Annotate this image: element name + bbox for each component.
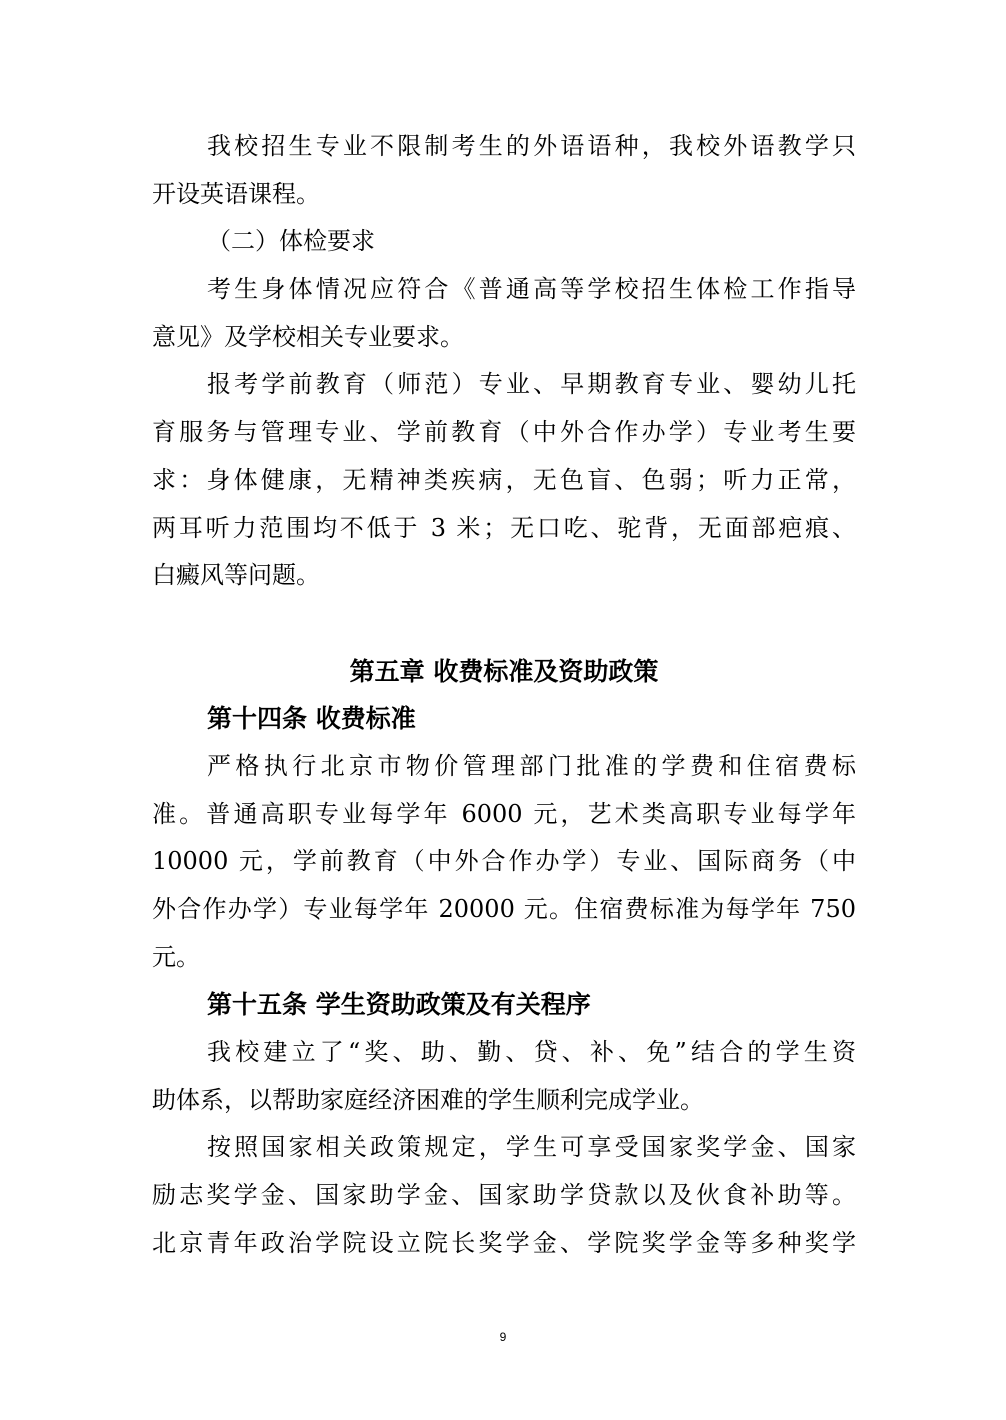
paragraph (152, 1124, 856, 1267)
paragraph-line: 两耳听力范围均不低于 3 米；无口吃、驼背，无面部疤痕、 (152, 513, 856, 542)
paragraph (152, 361, 856, 599)
paragraph-line: 我校招生专业不限制考生的外语语种，我校外语教学只 (207, 132, 856, 160)
paragraph-line: 励志奖学金、国家助学金、国家助学贷款以及伙食补助等。 (152, 1181, 856, 1210)
chapter-heading: 第五章 收费标准及资助政策 (349, 656, 659, 686)
article-heading: 第十五条 学生资助政策及有关程序 (207, 990, 591, 1020)
paragraph-line: 元。 (152, 942, 200, 971)
article-block (152, 981, 856, 1029)
paragraph-line: 北京青年政治学院设立院长奖学金、学院奖学金等多种奖学 (152, 1228, 856, 1257)
article-heading: 第十四条 收费标准 (207, 704, 416, 734)
blank-line (152, 600, 856, 648)
paragraph-line: 白癜风等问题。 (152, 561, 320, 590)
paragraph (152, 1029, 856, 1124)
paragraph-line: 育服务与管理专业、学前教育（中外合作办学）专业考生要 (152, 418, 856, 447)
document-body (152, 123, 856, 1268)
section-subheading: （二）体检要求 (207, 227, 375, 256)
heading-block (152, 648, 856, 696)
paragraph-line: 助体系，以帮助家庭经济困难的学生顺利完成学业。 (152, 1085, 704, 1114)
subheading-block (152, 218, 856, 266)
paragraph-line: 外合作办学）专业每学年 20000 元。住宿费标准为每学年 750 (152, 895, 856, 923)
article-block (152, 695, 856, 743)
paragraph-line: 意见》及学校相关专业要求。 (152, 322, 464, 351)
page-number: 9 (499, 1330, 507, 1344)
paragraph-line: 我校建立了“奖、助、勤、贷、补、免”结合的学生资 (207, 1038, 856, 1067)
paragraph (152, 123, 856, 218)
paragraph (152, 743, 856, 981)
paragraph-line: 开设英语课程。 (152, 179, 320, 208)
paragraph-line: 准。普通高职专业每学年 6000 元，艺术类高职专业每学年 (152, 799, 856, 828)
paragraph-line: 求：身体健康，无精神类疾病，无色盲、色弱；听力正常， (152, 465, 856, 494)
paragraph-line: 报考学前教育（师范）专业、早期教育专业、婴幼儿托 (207, 370, 856, 399)
paragraph-line: 严格执行北京市物价管理部门批准的学费和住宿费标 (207, 751, 856, 780)
paragraph (152, 266, 856, 361)
paragraph-line: 考生身体情况应符合《普通高等学校招生体检工作指导 (207, 275, 856, 304)
paragraph-line: 10000 元，学前教育（中外合作办学）专业、国际商务（中 (152, 847, 856, 876)
paragraph-line: 按照国家相关政策规定，学生可享受国家奖学金、国家 (207, 1133, 856, 1162)
